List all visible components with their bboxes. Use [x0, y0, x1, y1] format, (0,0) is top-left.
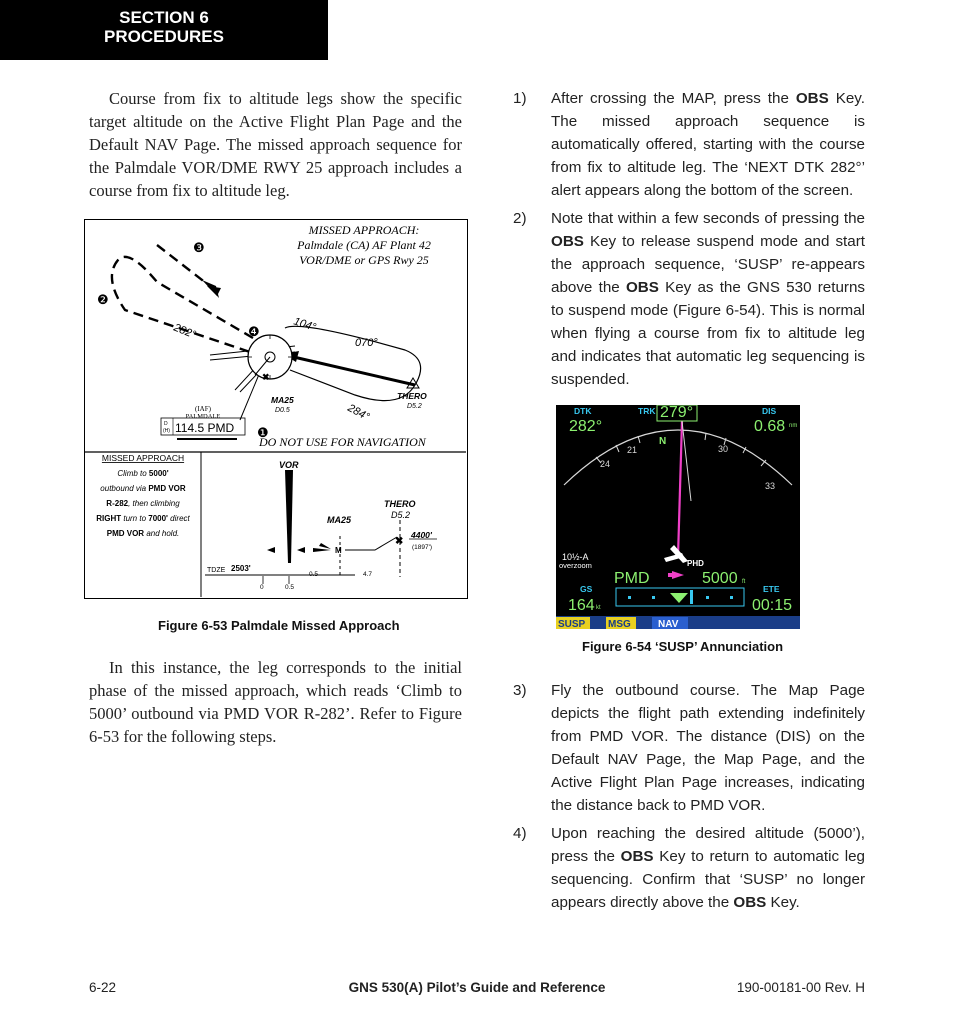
- profile-m: M: [335, 546, 342, 555]
- course-104: 104°: [292, 315, 318, 334]
- iaf-small-h: (H): [163, 428, 170, 434]
- compass-21: 21: [627, 445, 638, 455]
- intro-text: Course from fix to altitude legs show the specific target altitude on the Active Flight Plan Page and the Default NAV Page. The missed approach sequence for the Palmdale VOR/DME RWY 25 approach includes a course from fix to altitude leg.: [89, 89, 462, 200]
- profile-thero-dist: D5.2: [391, 510, 411, 520]
- missed-approach-track: [112, 257, 253, 353]
- ete-label: ETE: [763, 584, 780, 594]
- fig53-title-1: MISSED APPROACH:: [308, 223, 420, 237]
- followup-paragraph: [89, 656, 462, 748]
- marker-1: ❶: [257, 425, 269, 440]
- compass-n: N: [659, 436, 667, 447]
- target-waypoint: PMD: [614, 570, 650, 587]
- compass-arc: [564, 430, 792, 485]
- msg-text: MSG: [608, 619, 631, 629]
- tdze-label: TDZE: [207, 567, 226, 574]
- step-4-text-b: Key to return to automatic leg sequencing. Confirm that ‘SUSP’ no longer appears directly above the: [551, 848, 865, 911]
- fig53-title-3: VOR/DME or GPS Rwy 25: [299, 253, 429, 267]
- dis-unit: nm: [789, 423, 798, 429]
- marker-4: ❹: [248, 324, 260, 339]
- dist-05a: 0.5: [309, 571, 319, 578]
- footer-doc-number: 190-00181-00 Rev. H: [736, 980, 865, 995]
- ete-value: 00:15: [752, 597, 793, 614]
- ma25-distance: D0.5: [275, 407, 290, 414]
- missed-line-1: Climb to 5000': [117, 469, 169, 478]
- gs-value: 164: [568, 597, 595, 614]
- zoom-overzoom: overzoom: [559, 561, 592, 570]
- steps-group-bottom: [513, 679, 865, 914]
- step-2-obs-2: OBS: [625, 279, 659, 296]
- nav-text: NAV: [658, 619, 679, 629]
- course-070: 070°: [355, 337, 378, 349]
- profile-vor-tower: [285, 470, 293, 563]
- iaf-frequency: 114.5 PMD: [175, 421, 235, 435]
- aircraft-icon: [664, 545, 688, 563]
- step-4-obs-2: OBS: [733, 894, 767, 911]
- gs-label: GS: [580, 584, 593, 594]
- profile-thero-x: ✖: [395, 536, 404, 547]
- profile-thero-label: THERO: [384, 499, 416, 509]
- step-3: [513, 679, 865, 817]
- compass-33: 33: [765, 481, 776, 491]
- dist-47: 4.7: [363, 571, 373, 578]
- missed-box-heading: MISSED APPROACH: [101, 453, 185, 463]
- fig53-title-2: Palmdale (CA) AF Plant 42: [297, 238, 431, 252]
- marker-2: ❷: [97, 292, 109, 307]
- figure-palmdale-missed-approach: [84, 219, 468, 599]
- step-1-obs: OBS: [795, 90, 829, 107]
- profile-ma25-label: MA25: [327, 515, 352, 525]
- marker-3: ❸: [193, 240, 205, 255]
- course-282: 282°: [171, 321, 198, 342]
- ma25-label: MA25: [271, 395, 294, 405]
- course-284: 284°: [345, 402, 372, 424]
- do-not-use-warning: DO NOT USE FOR NAVIGATION: [259, 435, 426, 449]
- missed-line-3: R-282, then climbing: [106, 499, 180, 508]
- compass-30: 30: [718, 444, 729, 454]
- dis-label: DIS: [762, 406, 777, 416]
- step-1: [513, 87, 865, 202]
- iaf-label: (IAF): [195, 405, 211, 413]
- track-line: [682, 421, 691, 501]
- section-number: SECTION 6: [119, 8, 209, 27]
- susp-text: SUSP: [558, 619, 586, 629]
- step-2-number: 2): [513, 210, 527, 227]
- inbound-course-line: [285, 355, 415, 385]
- dis-value: 0.68: [754, 418, 786, 435]
- step-1-text-b: Key. The missed approach sequence is automatically offered, starting with the course from fix to altitude leg. The ‘NEXT DTK 282°’ alert appears along the bottom of the screen.: [551, 90, 865, 199]
- profile-alt-sub: (1897'): [412, 544, 433, 551]
- aircraft-label: PHD: [687, 559, 704, 568]
- step-1-text-a: After crossing the MAP, press the: [551, 90, 796, 107]
- iaf-small-d: D: [164, 421, 168, 427]
- step-4-text-c: Key.: [766, 894, 800, 911]
- followup-text: In this instance, the leg corresponds to the initial phase of the missed approach, which reads ‘Climb to 5000’ outbound via PMD VOR R-282’. Refer to Figure 6-53 for the following steps.: [89, 658, 462, 746]
- section-title: PROCEDURES: [104, 27, 224, 46]
- dist-0: 0: [260, 584, 264, 591]
- thero-distance: D5.2: [407, 403, 422, 410]
- step-1-number: 1): [513, 90, 527, 107]
- step-2-text-c: Key as the GNS 530 returns to suspend mode (Figure 6-54). This is normal when flying a course from fix to altitude leg and indicates that automatic leg sequencing is suspended.: [551, 279, 865, 388]
- trk-label: TRK: [638, 406, 656, 416]
- compass-24: 24: [600, 459, 611, 469]
- steps-group-top: [513, 87, 865, 391]
- step-4-obs-1: OBS: [620, 848, 654, 865]
- cdi-needle: [690, 590, 693, 604]
- page-number: 6-22: [89, 980, 117, 995]
- missed-line-4: RIGHT turn to 7000' direct: [96, 514, 190, 523]
- target-altitude: 5000: [702, 570, 738, 587]
- target-altitude-unit: ft: [742, 579, 746, 585]
- dtk-label: DTK: [574, 406, 592, 416]
- intro-paragraph: [89, 87, 462, 202]
- step-3-number: 3): [513, 682, 527, 699]
- step-2: [513, 207, 865, 391]
- iaf-name: PALMDALE: [185, 413, 221, 420]
- profile-vor-label: VOR: [279, 460, 299, 470]
- step-2-text-b: Key to release suspend mode and start the approach sequence, ‘SUSP’ re-appears above the: [551, 233, 865, 296]
- profile-alt: 4400': [411, 530, 432, 540]
- missed-line-2: outbound via PMD VOR: [100, 484, 186, 493]
- step-3-text: Fly the outbound course. The Map Page depicts the flight path extending indefinitely from PMD VOR. The distance (DIS) on the Default NAV Page, the Map Page, and the Active Flight Plan Page increases, indicating the distance back to PMD VOR.: [551, 682, 865, 814]
- trk-value: 279°: [660, 405, 694, 421]
- dist-05b: 0.5: [285, 584, 295, 591]
- gs-unit: kt: [596, 605, 601, 611]
- holding-pattern: [285, 326, 421, 400]
- step-2-text-a: Note that within a few seconds of pressing the: [551, 210, 865, 227]
- missed-line-5: PMD VOR and hold.: [106, 529, 180, 538]
- figure-53-caption: Figure 6-53 Palmdale Missed Approach: [158, 618, 400, 633]
- ma25-x: ✖: [262, 372, 270, 382]
- step-2-obs-1: OBS: [551, 233, 584, 250]
- section-tab: [0, 0, 328, 60]
- cdi-to-flag-icon: [670, 593, 688, 603]
- tdze-value: 2503': [231, 564, 251, 573]
- gns530-map-screen: [556, 405, 800, 629]
- step-4: [513, 822, 865, 914]
- figure-54-caption: Figure 6-54 ‘SUSP’ Annunciation: [582, 639, 784, 654]
- course-line: [678, 421, 682, 557]
- step-4-number: 4): [513, 825, 527, 842]
- dtk-value: 282°: [569, 418, 603, 435]
- step-4-text-a: Upon reaching the desired altitude (5000’), press the: [551, 825, 865, 865]
- thero-label: THERO: [397, 391, 427, 401]
- zoom-scale: 10½-A: [562, 552, 589, 562]
- footer-title: GNS 530(A) Pilot’s Guide and Reference: [348, 980, 606, 995]
